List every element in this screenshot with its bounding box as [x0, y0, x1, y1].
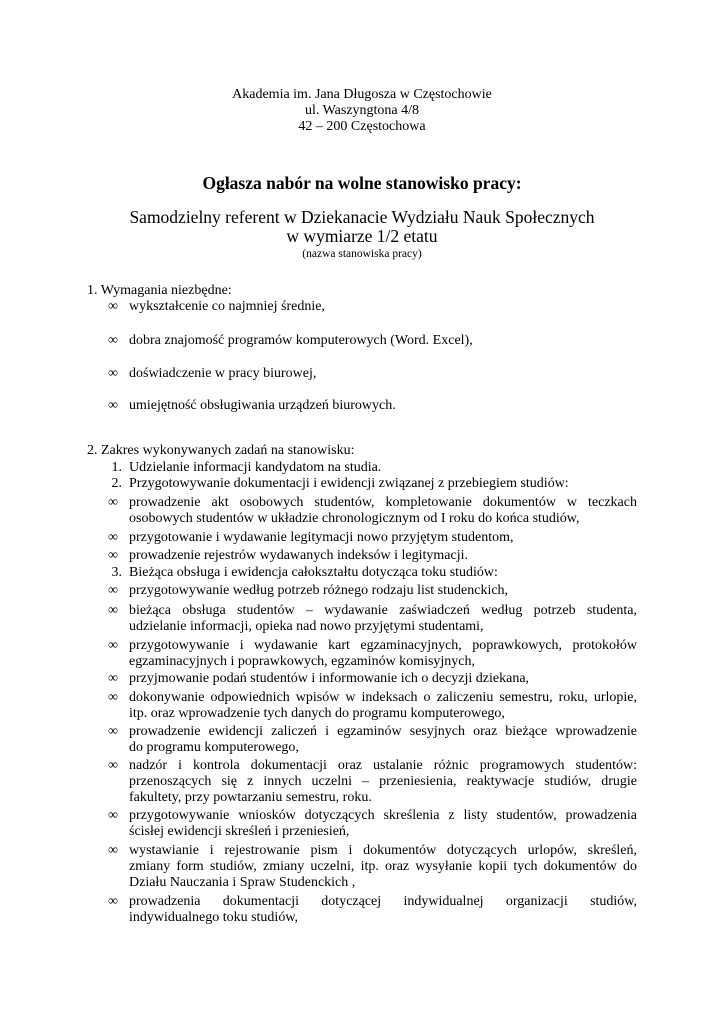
requirement-item: doświadczenie w pracy biurowej,	[129, 366, 317, 381]
requirement-item: dobra znajomość programów komputerowych (Word. Excel),	[129, 333, 473, 348]
position-title	[0, 208, 724, 246]
duty-subitem: przygotowanie i wydawanie legitymacji nowo przyjętym studentom,	[129, 530, 514, 545]
bullet-icon: ∞	[108, 299, 118, 314]
position-note: (nazwa stanowiska pracy)	[302, 248, 422, 260]
requirement-item: wykształcenie co najmniej średnie,	[129, 299, 325, 314]
duty-item: Udzielanie informacji kandydatom na studia.	[129, 460, 382, 475]
duty-subitem: prowadzenia dokumentacji dotyczącej indywidualnej organizacji studiów, indywidualnego toku studiów,	[129, 894, 637, 925]
bullet-icon: ∞	[108, 530, 118, 545]
announcement-title: Ogłasza nabór na wolne stanowisko pracy:	[202, 173, 522, 193]
requirement-item: umiejętność obsługiwania urządzeń biurowych.	[129, 398, 396, 413]
position-title-line1: Samodzielny referent w Dziekanacie Wydziału Nauk Społecznych	[129, 207, 595, 227]
bullet-icon: ∞	[108, 583, 118, 598]
bullet-icon: ∞	[108, 603, 118, 618]
bullet-icon: ∞	[108, 724, 118, 739]
duty-subitem: nadzór i kontrola dokumentacji oraz ustalanie różnic programowych studentów: przenoszących się z innych uczelni – przeniesienia, reaktywacje studiów, drugie fakultety, przy powtarzaniu semestru, roku.	[129, 758, 637, 805]
bullet-icon: ∞	[108, 548, 118, 563]
duty-subitem: przygotowywanie według potrzeb różnego rodzaju list studenckich,	[129, 583, 509, 598]
bullet-icon: ∞	[108, 758, 118, 773]
bullet-icon: ∞	[108, 894, 118, 909]
bullet-icon: ∞	[108, 690, 118, 705]
duty-subitem: przyjmowanie podań studentów i informowanie ich o decyzji dziekana,	[129, 671, 530, 686]
duty-subitem: prowadzenie ewidencji zaliczeń i egzaminów sesyjnych oraz bieżące wprowadzenie do programu komputerowego,	[129, 724, 637, 755]
bullet-icon: ∞	[108, 843, 118, 858]
list-number: 2.	[111, 476, 122, 491]
institution-name: Akademia im. Jana Długosza w Częstochowie	[232, 87, 492, 102]
bullet-icon: ∞	[108, 398, 118, 413]
bullet-icon: ∞	[108, 366, 118, 381]
duty-subitem: przygotowywanie wniosków dotyczących skreślenia z listy studentów, prowadzenia ścisłej ewidencji skreśleń i przeniesień,	[129, 808, 637, 839]
institution-postal: 42 – 200 Częstochowa	[298, 119, 426, 134]
duty-subitem: prowadzenie akt osobowych studentów, kompletowanie dokumentów w teczkach osobowych studentów w układzie chronologicznym od I roku do końca studiów,	[129, 495, 637, 526]
requirements-heading: 1. Wymagania niezbędne:	[87, 283, 232, 298]
duty-subitem: przygotowywanie i wydawanie kart egzaminacyjnych, poprawkowych, protokołów egzaminacyjnych i poprawkowych, egzaminów komisyjnych,	[129, 638, 637, 669]
bullet-icon: ∞	[108, 638, 118, 653]
duty-subitem: dokonywanie odpowiednich wpisów w indeksach o zaliczeniu semestru, roku, urlopie, itp. oraz wprowadzenie tych danych do programu komputerowego,	[129, 690, 637, 721]
duty-subitem: bieżąca obsługa studentów – wydawanie zaświadczeń według potrzeb studenta, udzielanie informacji, opieka nad nowo przyjętymi studentami,	[129, 603, 637, 634]
duty-item: Przygotowywanie dokumentacji i ewidencji związanej z przebiegiem studiów:	[129, 476, 569, 491]
duty-subitem: wystawianie i rejestrowanie pism i dokumentów dotyczących urlopów, skreśleń, zmiany form studiów, zmiany uczelni, itp. oraz wysyłanie kopii tych dokumentów do Działu Nauczania i Spraw Studenckich ,	[129, 843, 637, 890]
list-number: 3.	[111, 565, 122, 580]
position-title-line2: w wymiarze 1/2 etatu	[286, 226, 438, 246]
institution-street: ul. Waszyngtona 4/8	[304, 103, 420, 118]
bullet-icon: ∞	[108, 333, 118, 348]
bullet-icon: ∞	[108, 671, 118, 686]
duties-heading: 2. Zakres wykonywanych zadań na stanowisku:	[87, 443, 355, 458]
institution-header	[0, 87, 724, 135]
list-number: 1.	[111, 460, 122, 475]
bullet-icon: ∞	[108, 808, 118, 823]
duty-item: Bieżąca obsługa i ewidencja całokształtu dotycząca toku studiów:	[129, 565, 498, 580]
duty-subitem: prowadzenie rejestrów wydawanych indeksów i legitymacji.	[129, 548, 469, 563]
bullet-icon: ∞	[108, 495, 118, 510]
